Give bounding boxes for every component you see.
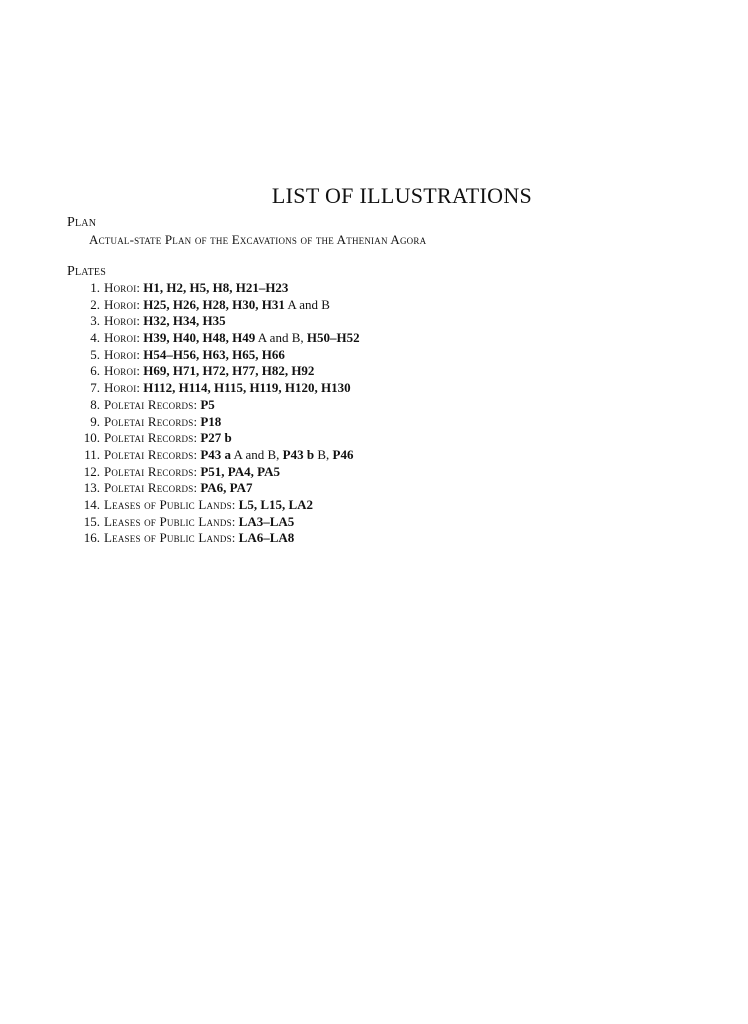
plate-number: 7.: [90, 380, 100, 396]
plate-entry: [67, 514, 360, 531]
plate-reference: H54–H56, H63, H65, H66: [143, 346, 285, 362]
plate-separator: :: [231, 513, 239, 529]
plate-number: 3.: [90, 313, 100, 329]
plate-category: Leases of Public Lands: [104, 513, 232, 529]
plate-separator: :: [231, 530, 239, 546]
plate-category: Horoi: [104, 313, 137, 329]
plate-separator: :: [136, 380, 144, 396]
plate-separator: :: [136, 346, 144, 362]
plate-separator: :: [136, 296, 144, 312]
plate-category: Poletai Records: [104, 446, 194, 462]
plate-reference: P5: [200, 396, 215, 412]
plate-category: Horoi: [104, 330, 137, 346]
plate-reference: H1, H2, H5, H8, H21–H23: [143, 280, 289, 295]
plate-category: Poletai Records: [104, 396, 194, 412]
plate-separator: :: [193, 396, 201, 412]
plate-note: A and B,: [231, 446, 283, 462]
plate-separator: :: [193, 430, 201, 446]
plan-item: Actual-state Plan of the Excavations of the Athenian Agora: [89, 232, 427, 247]
plan-heading: Plan: [67, 215, 97, 230]
plate-number: 8.: [90, 396, 100, 412]
plate-note: B,: [314, 446, 333, 462]
plate-reference: H50–H52: [306, 330, 360, 346]
plate-reference: H25, H26, H28, H30, H31: [143, 296, 285, 312]
plate-number: 9.: [90, 413, 100, 429]
plate-category: Poletai Records: [104, 480, 194, 496]
plate-category: Poletai Records: [104, 413, 194, 429]
plate-separator: :: [136, 280, 144, 295]
plate-number: 6.: [90, 363, 100, 379]
plate-number: 15.: [83, 513, 100, 529]
plate-number: 16.: [83, 530, 100, 546]
plate-separator: :: [136, 363, 144, 379]
plate-reference: H69, H71, H72, H77, H82, H92: [143, 363, 315, 379]
plate-category: Horoi: [104, 363, 137, 379]
plate-reference: P46: [332, 446, 354, 462]
plate-separator: :: [193, 463, 201, 479]
plate-reference: P43 b: [282, 446, 315, 462]
plate-reference: H112, H114, H115, H119, H120, H130: [143, 380, 351, 396]
plate-entry: [67, 313, 360, 330]
plate-entry: [67, 380, 360, 397]
plate-category: Horoi: [104, 346, 137, 362]
page-title: LIST OF ILLUSTRATIONS: [271, 182, 533, 208]
plate-separator: :: [193, 446, 201, 462]
plate-number: 14.: [83, 496, 100, 512]
plate-reference: PA6, PA7: [200, 480, 253, 496]
plate-entry: [67, 430, 360, 447]
plate-separator: :: [136, 330, 144, 346]
plate-category: Horoi: [104, 280, 137, 295]
plate-entry: [67, 363, 360, 380]
plate-category: Leases of Public Lands: [104, 496, 232, 512]
plate-reference: H39, H40, H48, H49: [143, 330, 256, 346]
plate-entry: [67, 330, 360, 347]
plate-reference: L5, L15, LA2: [238, 496, 314, 512]
plate-reference: P43 a: [200, 446, 232, 462]
plate-entry: [67, 447, 360, 464]
plate-entry: [67, 414, 360, 431]
plate-reference: P18: [200, 413, 222, 429]
plate-reference: P51, PA4, PA5: [200, 463, 280, 479]
plate-entry: [67, 280, 360, 297]
plate-entry: [67, 397, 360, 414]
plate-reference: H32, H34, H35: [143, 313, 226, 329]
plate-entry: [67, 497, 360, 514]
plate-number: 10.: [83, 430, 100, 446]
plate-number: 2.: [90, 296, 100, 312]
plate-note: A and B: [284, 296, 330, 312]
plates-heading: Plates: [67, 264, 106, 279]
plate-entry: [67, 297, 360, 314]
plate-category: Leases of Public Lands: [104, 530, 232, 546]
plate-separator: :: [193, 413, 201, 429]
plate-reference: LA6–LA8: [238, 530, 295, 546]
plate-number: 4.: [90, 330, 100, 346]
plate-category: Horoi: [104, 296, 137, 312]
plate-number: 11.: [84, 446, 100, 462]
plate-entry: [67, 530, 360, 547]
plate-note: A and B,: [255, 330, 307, 346]
plate-separator: :: [193, 480, 201, 496]
plate-reference: P27 b: [200, 430, 232, 446]
plate-number: 1.: [90, 280, 100, 295]
plate-category: Poletai Records: [104, 463, 194, 479]
plate-number: 13.: [83, 480, 100, 496]
plate-number: 5.: [90, 346, 100, 362]
plate-entry: [67, 480, 360, 497]
plates-list: [67, 280, 360, 547]
plate-separator: :: [231, 496, 239, 512]
plate-category: Horoi: [104, 380, 137, 396]
plate-number: 12.: [83, 463, 100, 479]
plate-entry: [67, 464, 360, 481]
plate-separator: :: [136, 313, 144, 329]
plate-reference: LA3–LA5: [238, 513, 295, 529]
plate-entry: [67, 347, 360, 364]
plate-category: Poletai Records: [104, 430, 194, 446]
